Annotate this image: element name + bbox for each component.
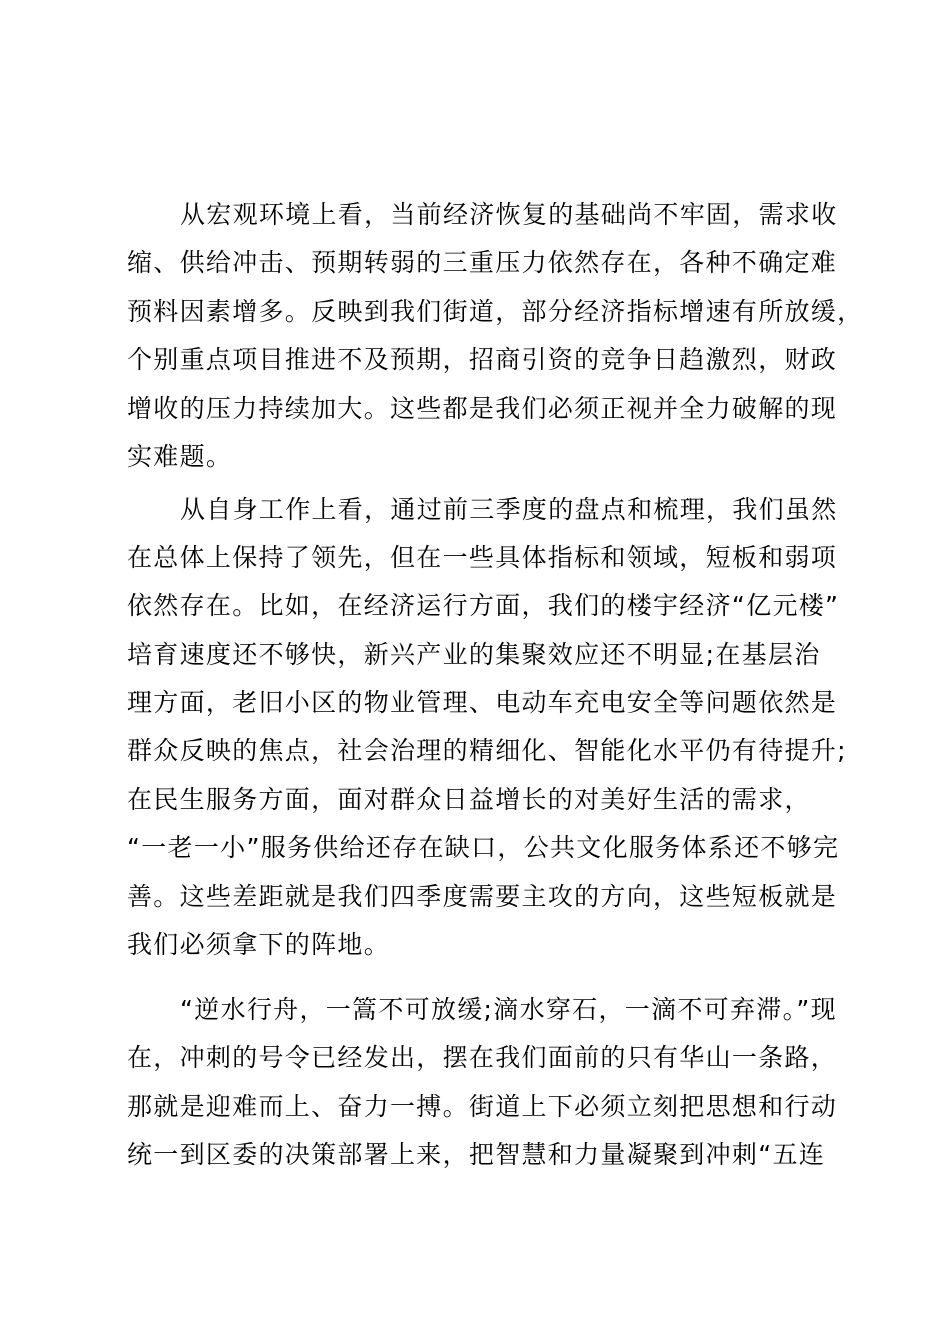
- paragraph-line: 理方面，老旧小区的物业管理、电动车充电安全等问题依然是: [127, 688, 838, 717]
- paragraph-line: 善。这些差距就是我们四季度需要主攻的方向，这些短板就是: [127, 882, 838, 911]
- paragraph-line: 增收的压力持续加大。这些都是我们必须正视并全力破解的现: [127, 394, 838, 423]
- paragraph-line: 在，冲刺的号令已经发出，摆在我们面前的只有华山一条路，: [127, 1043, 838, 1072]
- paragraph-line: “逆水行舟，一篙不可放缓;滴水穿石，一滴不可弃滞。”现: [180, 995, 837, 1024]
- paragraph-line: 群众反映的焦点，社会治理的精细化、智能化水平仍有待提升;: [127, 736, 847, 765]
- paragraph-line: 预料因素增多。反映到我们街道，部分经济指标增速有所放缓，: [127, 297, 864, 326]
- paragraph-line: 我们必须拿下的阵地。: [127, 930, 391, 959]
- paragraph-line: 缩、供给冲击、预期转弱的三重压力依然存在，各种不确定难: [127, 248, 838, 277]
- paragraph-line: 统一到区委的决策部署上来，把智慧和力量凝聚到冲刺“五连: [127, 1140, 826, 1169]
- paragraph-line: 依然存在。比如，在经济运行方面，我们的楼宇经济“亿元楼”: [127, 591, 840, 620]
- paragraph-line: 在民生服务方面，面对群众日益增长的对美好生活的需求，: [127, 785, 811, 814]
- paragraph-line: 实难题。: [127, 442, 233, 471]
- paragraph-line: 那就是迎难而上、奋力一搏。街道上下必须立刻把思想和行动: [127, 1092, 838, 1121]
- paragraph-line: 培育速度还不够快，新兴产业的集聚效应还不明显;在基层治: [127, 640, 821, 669]
- paragraph-line: “一老一小”服务供给还存在缺口，公共文化服务体系还不够完: [127, 833, 840, 862]
- paragraph-line: 在总体上保持了领先，但在一些具体指标和领域，短板和弱项: [127, 543, 838, 572]
- paragraph-line: 从自身工作上看，通过前三季度的盘点和梳理，我们虽然: [180, 495, 838, 524]
- paragraph-line: 个别重点项目推进不及预期，招商引资的竞争日趋激烈，财政: [127, 345, 838, 374]
- paragraph-line: 从宏观环境上看，当前经济恢复的基础尚不牢固，需求收: [180, 200, 838, 229]
